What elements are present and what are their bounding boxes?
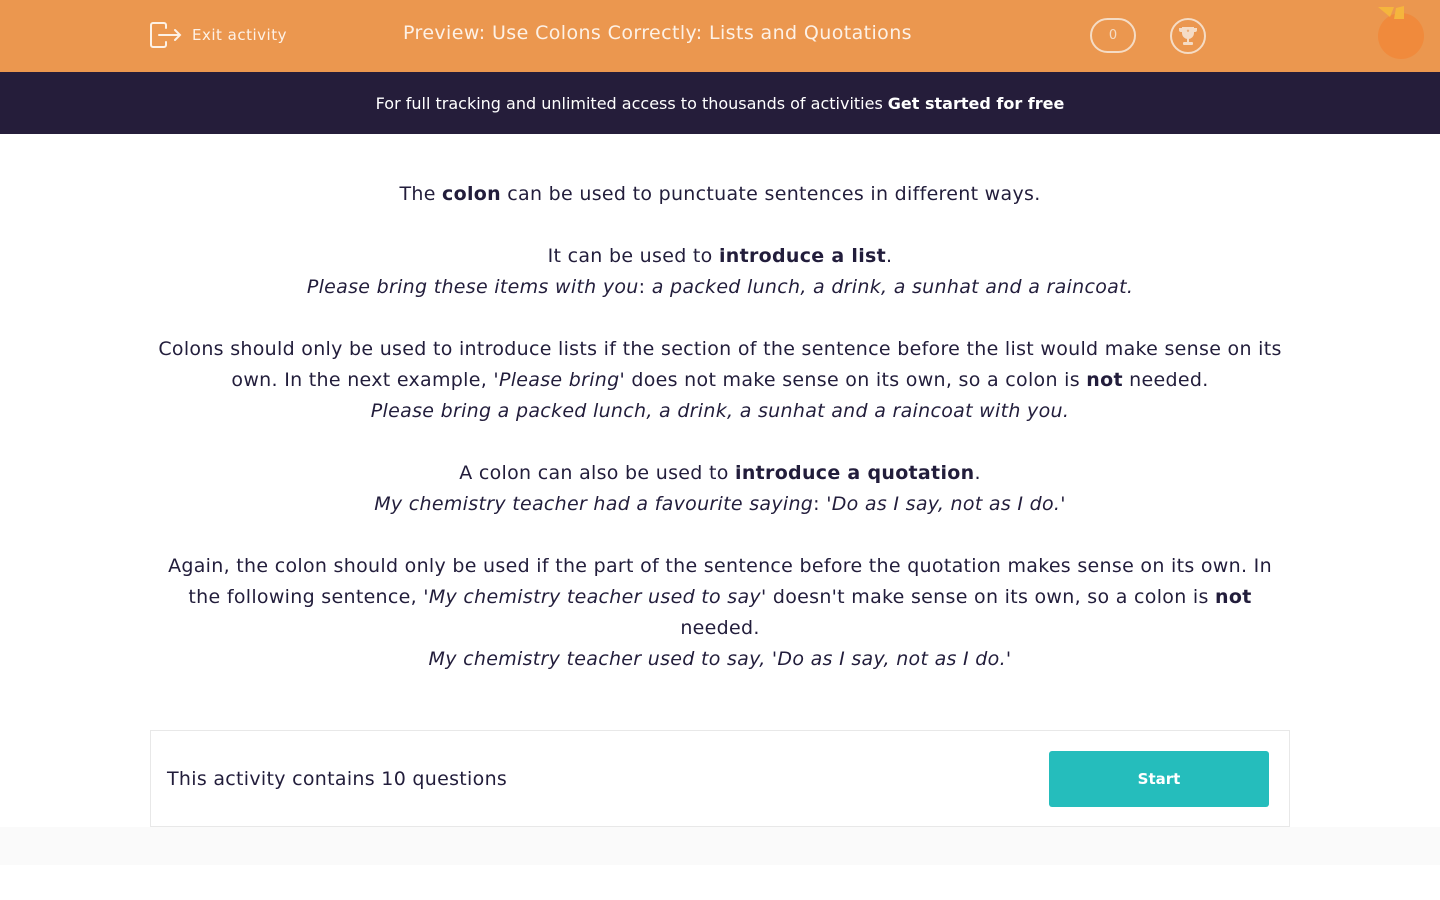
start-button[interactable]: Start: [1049, 751, 1269, 807]
text-line: [150, 272, 1290, 303]
get-started-link[interactable]: Get started for free: [887, 93, 1065, 113]
example-text: 'Do as I say, not as I do.': [826, 493, 1066, 515]
bold-text: introduce a list: [718, 245, 887, 267]
paragraph: [150, 179, 1290, 210]
text: It can be used to: [547, 245, 719, 267]
text-line: [150, 458, 1290, 489]
text: :: [813, 493, 827, 515]
text: :: [638, 276, 652, 298]
logo-icon: [1376, 5, 1426, 61]
bold-text: not: [1086, 369, 1123, 391]
example-text: My chemistry teacher had a favourite saying: [374, 493, 814, 515]
paragraph: [150, 241, 1290, 303]
paragraph: [150, 551, 1290, 675]
text: needed.: [680, 617, 760, 639]
example-text: My chemistry teacher used to say, 'Do as I say, not as I do.': [428, 648, 1012, 670]
text: can be used to punctuate sentences in different ways.: [500, 183, 1041, 205]
text: Colons should only be used to introduce lists if the section of the sentence before the list would make sense on its own. In the next example, ': [158, 338, 1282, 391]
text: .: [886, 245, 893, 267]
example-text: Please bring: [498, 369, 620, 391]
example-text: Please bring a packed lunch, a drink, a sunhat and a raincoat with you.: [370, 400, 1070, 422]
text-line: [150, 396, 1290, 427]
example-text: Please bring these items with you: [306, 276, 639, 298]
activity-panel: [150, 730, 1290, 827]
exit-icon: [150, 22, 182, 48]
bold-text: not: [1215, 586, 1252, 608]
text-line: [150, 644, 1290, 675]
text: ' doesn't make sense on its own, so a colon is: [760, 586, 1216, 608]
footer-strip: [0, 827, 1440, 865]
example-text: a packed lunch, a drink, a sunhat and a raincoat.: [651, 276, 1134, 298]
lesson-content: [150, 134, 1290, 675]
text-line: [150, 551, 1290, 644]
trophy-button[interactable]: [1170, 18, 1206, 54]
text-line: [150, 241, 1290, 272]
paragraph: [150, 458, 1290, 520]
banner-text: For full tracking and unlimited access to thousands of activities: [375, 93, 883, 113]
page-title: Preview: Use Colons Correctly: Lists and Quotations: [403, 22, 912, 44]
question-count: This activity contains 10 questions: [167, 767, 508, 790]
trophy-icon: [1177, 25, 1199, 47]
text: A colon can also be used to: [459, 462, 735, 484]
text-line: [150, 489, 1290, 520]
text: Again, the colon should only be used if the part of the sentence before the quotation makes sense on its own. In the following sentence, ': [168, 555, 1272, 608]
text-line: [150, 334, 1290, 396]
text: .: [974, 462, 981, 484]
exit-activity-button[interactable]: [150, 22, 287, 48]
text: The: [399, 183, 443, 205]
text-line: [150, 179, 1290, 210]
text: needed.: [1122, 369, 1209, 391]
text: ' does not make sense on its own, so a colon is: [619, 369, 1087, 391]
signup-banner: [0, 72, 1440, 134]
bold-text: colon: [442, 183, 501, 205]
top-bar: [0, 0, 1440, 72]
bold-text: introduce a quotation: [735, 462, 975, 484]
exit-label: Exit activity: [192, 26, 287, 44]
example-text: My chemistry teacher used to say: [428, 586, 761, 608]
paragraph: [150, 334, 1290, 427]
score-badge: 0: [1090, 18, 1136, 53]
